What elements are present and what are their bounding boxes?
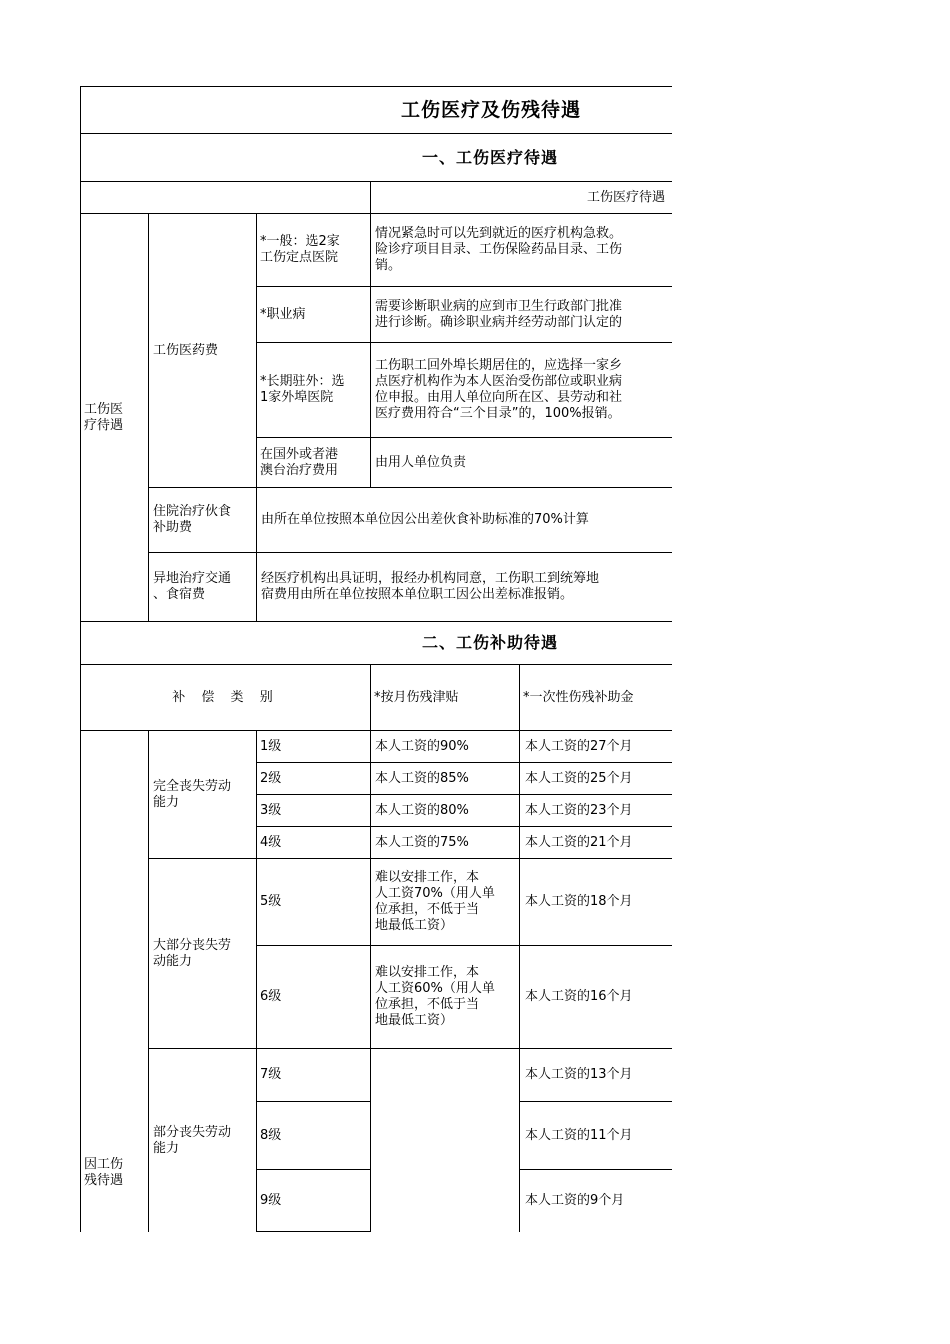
lump-sum-value: 本人工资的11个月	[525, 1127, 633, 1143]
major-incapacity-label: 大部分丧失劳 动能力	[153, 937, 232, 969]
disability-level: 6级	[260, 989, 282, 1004]
general-hospital-label: *一般：选2家 工伤定点医院	[260, 234, 340, 265]
monthly-allowance-header: *按月伤残津贴	[374, 689, 459, 705]
lump-sum-subsidy-header: *一次性伤残补助金	[523, 689, 634, 705]
lump-sum-value: 本人工资的13个月	[525, 1067, 633, 1082]
disability-level: 7级	[260, 1067, 282, 1082]
outstation-hospital-text: 工伤职工回外埠长期居住的，应选择一家乡 点医疗机构作为本人医治受伤部位或职业病 位申报。由用人单位向所在区、县劳动和社 医疗费用符合“三个目录”的，100%报销。	[375, 358, 623, 421]
monthly-allowance-value: 本人工资的90%	[375, 738, 469, 754]
total-incapacity-label: 完全丧失劳动 能力	[153, 778, 232, 810]
disability-level: 9级	[260, 1192, 282, 1208]
monthly-allowance-value: 难以安排工作，本 人工资70%（用人单 位承担，不低于当 地最低工资）	[375, 870, 495, 933]
monthly-allowance-value: 难以安排工作，本 人工资60%（用人单 位承担，不低于当 地最低工资）	[375, 965, 495, 1028]
lump-sum-value: 本人工资的23个月	[525, 802, 633, 818]
occupational-disease-text: 需要诊断职业病的应到市卫生行政部门批准 进行诊断。确诊职业病并经劳动部门认定的	[375, 298, 623, 330]
lump-sum-value: 本人工资的25个月	[525, 770, 633, 786]
disability-level: 5级	[260, 894, 282, 909]
travel-fee-text: 经医疗机构出具证明，报经办机构同意，工伤职工到统筹地 宿费用由所在单位按照本单位职工因公出差标准报销。	[261, 571, 600, 602]
page-title: 工伤医疗及伤残待遇	[400, 99, 581, 121]
travel-fee-label: 异地治疗交通 、食宿费	[153, 571, 232, 602]
meal-allowance-text: 由所在单位按照本单位因公出差伙食补助标准的70%计算	[261, 512, 589, 527]
abroad-treatment-text: 由用人单位负责	[375, 454, 467, 470]
lump-sum-value: 本人工资的27个月	[525, 738, 633, 754]
disability-level: 4级	[260, 834, 282, 850]
abroad-treatment-label: 在国外或者港 澳台治疗费用	[260, 446, 339, 478]
medicine-fee-label: 工伤医药费	[153, 342, 219, 358]
section-heading-medical: 一、工伤医疗待遇	[421, 147, 558, 167]
monthly-allowance-value: 本人工资的80%	[375, 802, 469, 818]
lump-sum-value: 本人工资的18个月	[525, 894, 633, 909]
lump-sum-value: 本人工资的16个月	[525, 989, 633, 1004]
monthly-allowance-value: 本人工资的85%	[375, 770, 469, 786]
occupational-disease-label: *职业病	[260, 306, 306, 322]
medical-column-header: 工伤医疗待遇	[587, 189, 666, 205]
outstation-hospital-label: *长期驻外：选 1家外埠医院	[260, 374, 345, 405]
partial-incapacity-label: 部分丧失劳动 能力	[153, 1124, 232, 1156]
section-heading-subsidy: 二、工伤补助待遇	[421, 633, 558, 652]
medical-group-label: 工伤医 疗待遇	[84, 401, 124, 433]
meal-allowance-label: 住院治疗伙食 补助费	[153, 504, 232, 535]
print-area-clip	[672, 180, 950, 1280]
disability-level: 8级	[260, 1127, 282, 1143]
disability-level: 3级	[260, 802, 282, 818]
monthly-allowance-value: 本人工资的75%	[375, 834, 469, 850]
disability-group-label: 因工伤 残待遇	[84, 1157, 124, 1188]
general-hospital-text: 情况紧急时可以先到就近的医疗机构急救。 险诊疗项目目录、工伤保险药品目录、工伤 销。	[375, 226, 623, 273]
compensation-category-header: 补 偿 类 别	[172, 689, 279, 705]
disability-level: 1级	[260, 738, 282, 754]
disability-level: 2级	[260, 770, 282, 786]
lump-sum-value: 本人工资的9个月	[525, 1192, 625, 1208]
lump-sum-value: 本人工资的21个月	[525, 834, 633, 850]
